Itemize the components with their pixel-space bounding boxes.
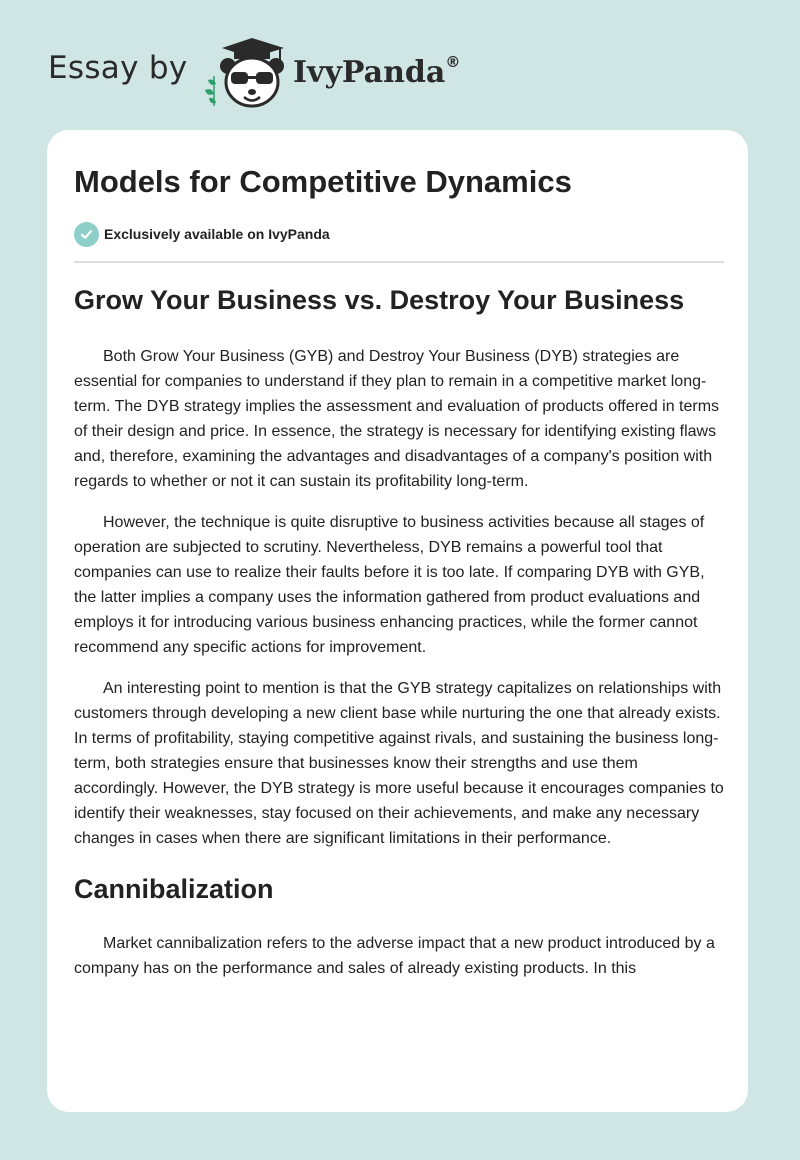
section-heading: Cannibalization — [74, 874, 274, 904]
registered-mark: ® — [445, 53, 461, 71]
paragraph: Market cannibalization refers to the adverse impact that a new product introduced by a company has on the performance and sales of already existing products. In this — [74, 935, 715, 977]
essay-by-label: Essay by — [48, 50, 188, 86]
paragraph: However, the technique is quite disruptive to business activities because all stages of operation are subjected to scrutiny. Nevertheless, DYB remains a powerful tool that companies can use to realize their faults before it is too late. If comparing DYB with GYB, the latter implies a company uses the information gathered from product evaluations and employs it for introducing various business enhancing practices, while the former cannot recommend any specific actions for improvement. — [74, 514, 705, 656]
paragraph: Both Grow Your Business (GYB) and Destroy Your Business (DYB) strategies are essential for companies to understand if they plan to remain in a competitive market long-term. The DYB strategy implies the assessment and evaluation of products offered in terms of their design and price. In essence, the strategy is necessary for identifying existing flaws and, therefore, examining the advantages and disadvantages of a company's position with regards to whether or not it can sustain its profitability long-term. — [74, 348, 720, 490]
panda-graduate-logo-icon — [200, 34, 290, 110]
exclusive-label: Exclusively available on IvyPanda — [104, 226, 330, 242]
exclusive-badge — [74, 221, 330, 247]
brand-name: IvyPanda® — [293, 53, 461, 90]
article-body — [74, 280, 724, 981]
site-header — [0, 0, 800, 125]
ivy-leaf-icon — [205, 76, 216, 106]
essay-card — [47, 130, 748, 1112]
check-circle-icon — [74, 222, 99, 247]
page-title: Models for Competitive Dynamics — [74, 164, 572, 199]
divider — [74, 261, 724, 263]
section-heading: Grow Your Business vs. Destroy Your Business — [74, 285, 685, 315]
paragraph: An interesting point to mention is that the GYB strategy capitalizes on relationships with customers through developing a new client base while nurturing the one that already exists. In terms of profitability, staying competitive against rivals, and sustaining the business long-term, both strategies ensure that businesses know their strengths and use them accordingly. However, the DYB strategy is more useful because it encourages companies to identify their weaknesses, stay focused on their achievements, and make any necessary changes in cases when there are significant limitations in their performance. — [74, 680, 724, 847]
